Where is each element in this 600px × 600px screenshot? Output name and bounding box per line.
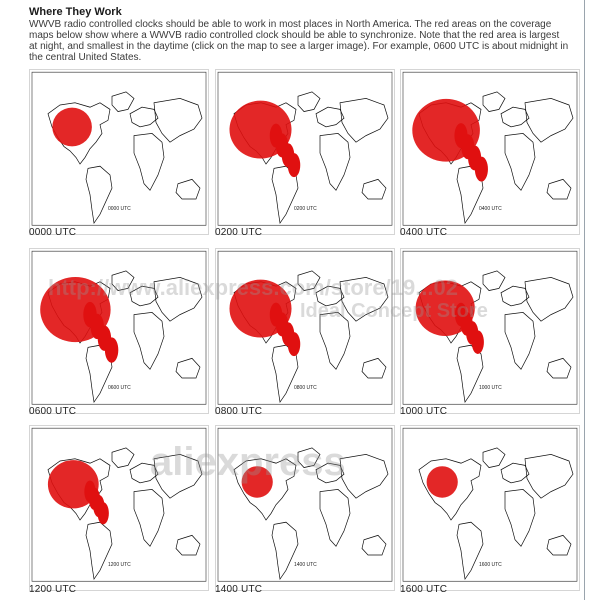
map-caption: 1000 UTC [400, 406, 448, 417]
coastline [316, 107, 344, 127]
coverage-band [105, 337, 118, 362]
coastline [362, 179, 386, 199]
coastline [320, 489, 350, 546]
coastline [316, 463, 344, 483]
map-utc-stamp: 0800 UTC [294, 385, 317, 391]
map-utc-stamp: 0600 UTC [108, 385, 131, 391]
map-utc-stamp: 1200 UTC [108, 562, 131, 568]
coastline [340, 454, 388, 498]
watermark-brand: aliexpress [150, 440, 346, 484]
coverage-band [288, 153, 301, 177]
coastline [320, 133, 350, 190]
coastline [457, 522, 483, 579]
coastline [483, 448, 505, 468]
coastline [525, 98, 573, 142]
coastline [340, 98, 388, 142]
coastline [505, 312, 535, 369]
coastline [130, 463, 158, 483]
watermark-url: http://www.aliexpress.com/store/19...02 [48, 275, 458, 300]
coastline [457, 345, 483, 402]
map-caption: 1200 UTC [29, 584, 77, 595]
coastline [130, 107, 158, 127]
coverage-area [427, 466, 458, 497]
coastline [134, 489, 164, 546]
coverage-map-1600[interactable] [400, 425, 580, 591]
coverage-map-0400[interactable] [400, 69, 580, 235]
coastline [134, 312, 164, 369]
map-frame [218, 428, 392, 581]
coverage-map-0000[interactable] [29, 69, 209, 235]
coastline [316, 286, 344, 306]
map-caption: 0400 UTC [400, 227, 448, 238]
coastline [154, 98, 202, 142]
coastline [112, 271, 134, 291]
coastline [298, 448, 320, 468]
coastline [483, 92, 505, 112]
coastline [86, 166, 112, 223]
coastline [176, 179, 200, 199]
coverage-band [472, 330, 484, 354]
map-caption: 1600 UTC [400, 584, 448, 595]
coastline [547, 179, 571, 199]
coastline [86, 522, 112, 579]
coastline [154, 277, 202, 321]
coverage-map-0200[interactable] [215, 69, 395, 235]
section-title: Where They Work [29, 6, 122, 18]
coverage-area [242, 466, 273, 497]
map-utc-stamp: 1400 UTC [294, 562, 317, 568]
coastline [154, 454, 202, 498]
map-utc-stamp: 0400 UTC [479, 206, 502, 212]
coverage-map-1200[interactable] [29, 425, 209, 591]
map-caption: 0800 UTC [215, 406, 263, 417]
coastline [505, 133, 535, 190]
map-utc-stamp: 0000 UTC [108, 206, 131, 212]
coastline [501, 463, 529, 483]
coastline [272, 522, 298, 579]
map-caption: 0600 UTC [29, 406, 77, 417]
map-caption: 0200 UTC [215, 227, 263, 238]
coastline [501, 286, 529, 306]
map-frame [32, 428, 206, 581]
coverage-map-1000[interactable] [400, 248, 580, 414]
coverage-band [475, 157, 488, 182]
map-frame [403, 428, 577, 581]
intro-paragraph: WWVB radio controlled clocks should be able to work in most places in North America. The red areas on the coverage maps below show where a WWVB radio controlled clock should be able to synchronize. Note that the red area is largest at night, and smallest in the daytime (click on the map to see a larger image). For example, 0600 UTC is about midnight in the central United States. [29, 19, 569, 63]
coverage-band [288, 332, 301, 356]
coastline [340, 277, 388, 321]
coastline [525, 454, 573, 498]
coastline [176, 358, 200, 378]
coastline [501, 107, 529, 127]
map-utc-stamp: 0200 UTC [294, 206, 317, 212]
coastline [362, 535, 386, 555]
coastline [134, 133, 164, 190]
watermark-store: Ideal Concept Store [300, 300, 488, 322]
coastline [483, 271, 505, 291]
coastline [547, 358, 571, 378]
coverage-map-0600[interactable] [29, 248, 209, 414]
coverage-band [98, 502, 109, 524]
coastline [176, 535, 200, 555]
map-caption: 0000 UTC [29, 227, 77, 238]
coastline [547, 535, 571, 555]
map-utc-stamp: 1600 UTC [479, 562, 502, 568]
coverage-map-0800[interactable] [215, 248, 395, 414]
map-frame [32, 72, 206, 225]
coastline [362, 358, 386, 378]
map-caption: 1400 UTC [215, 584, 263, 595]
coastline [112, 448, 134, 468]
coverage-map-1400[interactable] [215, 425, 395, 591]
coastline [525, 277, 573, 321]
coverage-area [52, 108, 92, 147]
coastline [112, 92, 134, 112]
map-utc-stamp: 1000 UTC [479, 385, 502, 391]
coastline [298, 92, 320, 112]
coastline [298, 271, 320, 291]
coastline [130, 286, 158, 306]
coastline [320, 312, 350, 369]
coastline [505, 489, 535, 546]
